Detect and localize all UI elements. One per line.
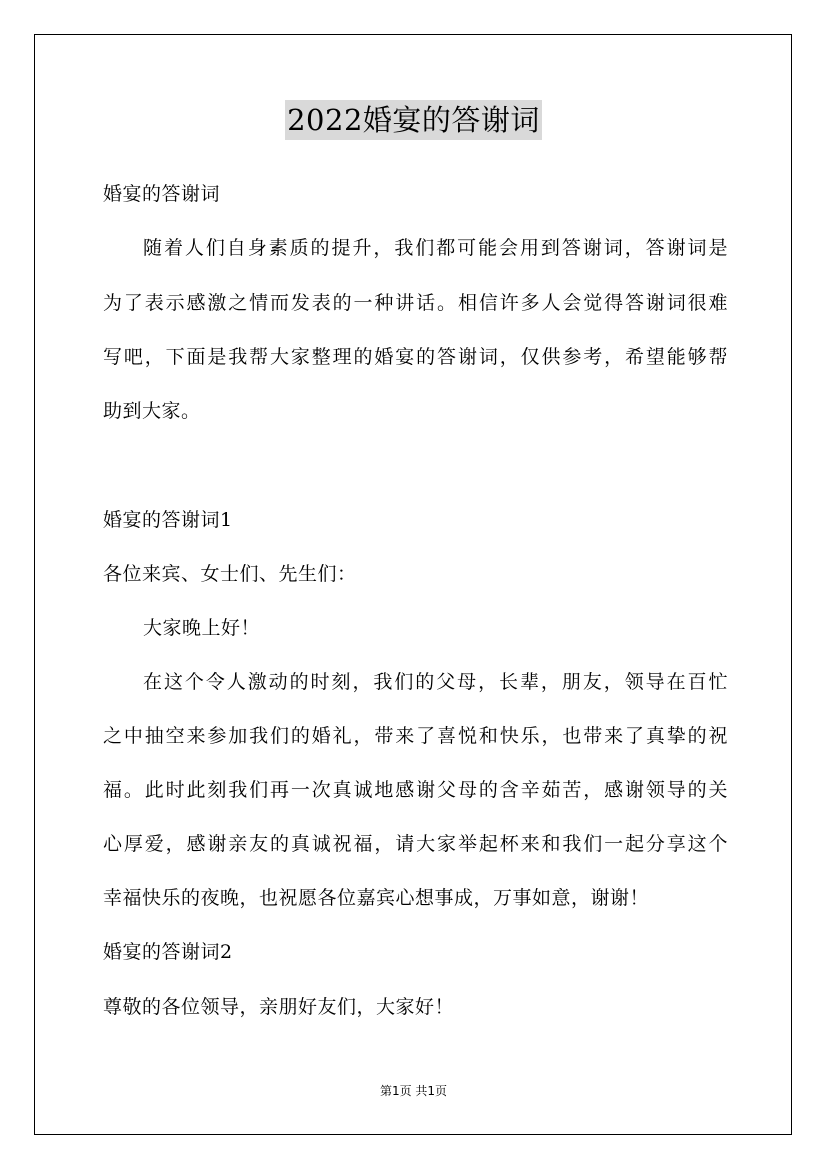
section1-body-line-5: 幸福快乐的夜晚，也祝愿各位嘉宾心想事成，万事如意，谢谢！ xyxy=(103,887,650,909)
section1-body-line-3: 福。此时此刻我们再一次真诚地感谢父母的含辛茹苦，感谢领导的关 xyxy=(103,779,728,801)
main-heading: 婚宴的答谢词 xyxy=(103,183,221,205)
document-title: 2022婚宴的答谢词 xyxy=(285,100,542,140)
intro-line-1: 随着人们自身素质的提升，我们都可能会用到答谢词，答谢词是 xyxy=(143,237,728,259)
section1-greeting: 大家晚上好！ xyxy=(143,617,261,639)
section2-heading: 婚宴的答谢词2 xyxy=(103,941,233,963)
section1-body-line-4: 心厚爱，感谢亲友的真诚祝福，请大家举起杯来和我们一起分享这个 xyxy=(103,833,728,855)
intro-line-4: 助到大家。 xyxy=(103,400,201,422)
section1-salutation: 各位来宾、女士们、先生们： xyxy=(103,563,357,585)
intro-line-3: 写吧，下面是我帮大家整理的婚宴的答谢词，仅供参考，希望能够帮 xyxy=(103,346,728,368)
section1-body-line-1: 在这个令人激动的时刻，我们的父母，长辈，朋友，领导在百忙 xyxy=(143,671,728,693)
section2-salutation: 尊敬的各位领导，亲朋好友们，大家好！ xyxy=(103,996,455,1018)
page-footer: 第1页 共1页 xyxy=(379,1084,448,1098)
title-container xyxy=(0,100,827,140)
intro-line-2: 为了表示感激之情而发表的一种讲话。相信许多人会觉得答谢词很难 xyxy=(103,292,728,314)
section1-heading: 婚宴的答谢词1 xyxy=(103,509,233,531)
section1-body-line-2: 之中抽空来参加我们的婚礼，带来了喜悦和快乐，也带来了真挚的祝 xyxy=(103,725,728,747)
